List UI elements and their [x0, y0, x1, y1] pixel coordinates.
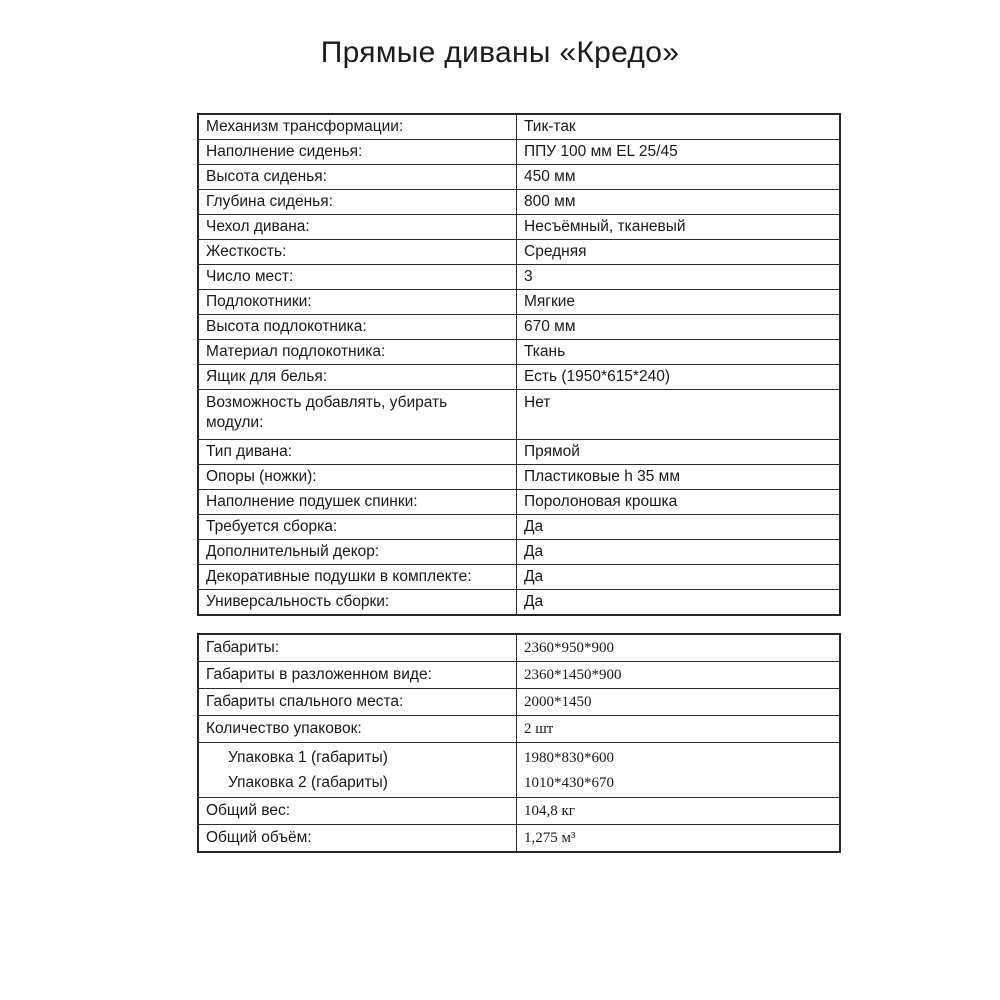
spec-label: [199, 165, 517, 189]
spec-label-text: Опоры (ножки):: [206, 468, 317, 485]
table-row: [199, 635, 839, 661]
package-1-value: 1980*830*600: [524, 749, 614, 766]
table-row: [199, 824, 839, 851]
page-title: Прямые диваны «Кредо»: [320, 36, 680, 69]
spec-label-text: Дополнительный декор:: [206, 543, 380, 560]
spec-value-text: Да: [524, 543, 544, 560]
spec-label-text: Высота подлокотника:: [206, 318, 367, 335]
spec-label-text: Глубина сиденья:: [206, 193, 333, 210]
spec-label: [199, 140, 517, 164]
spec-value: [517, 290, 839, 314]
spec-value-text: Средняя: [524, 243, 587, 260]
spec-label-text: Механизм трансформации:: [206, 118, 404, 135]
spec-value: [517, 340, 839, 364]
spec-value-text: Да: [524, 593, 544, 610]
spec-value: [517, 490, 839, 514]
dims-label-text: Количество упаковок:: [206, 720, 362, 737]
spec-value: [517, 265, 839, 289]
spec-value: [517, 215, 839, 239]
spec-label-text: Жесткость:: [206, 243, 287, 260]
dims-label-text: Габариты в разложенном виде:: [206, 666, 432, 683]
spec-table: [197, 113, 841, 616]
spec-label-text: Требуется сборка:: [206, 518, 338, 535]
table-row: [199, 214, 839, 239]
spec-value-text: Пластиковые h 35 мм: [524, 468, 680, 485]
spec-value: [517, 115, 839, 139]
spec-label: [199, 340, 517, 364]
dims-value: [517, 662, 839, 688]
spec-label: [199, 540, 517, 564]
spec-label: [199, 590, 517, 614]
spec-label: [199, 115, 517, 139]
spec-label: [199, 515, 517, 539]
spec-label-text: Декоративные подушки в комплекте:: [206, 568, 472, 585]
packages-values: [517, 743, 839, 797]
spec-value: [517, 565, 839, 589]
spec-label-text: Подлокотники:: [206, 293, 312, 310]
dims-value-text: 2000*1450: [524, 694, 592, 710]
spec-value-text: ППУ 100 мм EL 25/45: [524, 143, 678, 160]
spec-label-text: Чехол дивана:: [206, 218, 310, 235]
package-2-label: Упаковка 2 (габариты): [228, 773, 388, 791]
packages-labels: [199, 743, 517, 797]
table-row: [199, 264, 839, 289]
table-row: [199, 797, 839, 824]
spec-value-text: Прямой: [524, 443, 580, 460]
spec-value: [517, 540, 839, 564]
dims-label: [199, 689, 517, 715]
table-row: [199, 389, 839, 439]
dims-label: [199, 825, 517, 851]
table-row: [199, 715, 839, 742]
spec-label-text: Возможность добавлять, убирать модули:: [206, 394, 448, 431]
table-row: [199, 239, 839, 264]
dims-value-text: 104,8 кг: [524, 803, 575, 819]
table-row: [199, 289, 839, 314]
table-row: [199, 115, 839, 139]
spec-label: [199, 190, 517, 214]
spec-label: [199, 440, 517, 464]
table-row: [199, 589, 839, 614]
spec-label-text: Универсальность сборки:: [206, 593, 390, 610]
spec-label-text: Ящик для белья:: [206, 368, 328, 385]
spec-value: [517, 190, 839, 214]
spec-label-text: Наполнение сиденья:: [206, 143, 363, 160]
spec-value: [517, 465, 839, 489]
spec-value-text: Тик-так: [524, 118, 576, 135]
dims-value-text: 2 шт: [524, 721, 554, 737]
dims-label-text: Габариты:: [206, 639, 280, 656]
dims-value: [517, 716, 839, 742]
dims-value-text: 2360*950*900: [524, 640, 614, 656]
spec-value: [517, 240, 839, 264]
spec-value: [517, 165, 839, 189]
spec-label-text: Наполнение подушек спинки:: [206, 493, 418, 510]
table-row: [199, 164, 839, 189]
dims-label-text: Общий объём:: [206, 829, 312, 846]
packages-row: [199, 742, 839, 797]
spec-label-text: Высота сиденья:: [206, 168, 327, 185]
spec-value-text: 3: [524, 268, 533, 285]
table-row: [199, 139, 839, 164]
spec-label: [199, 365, 517, 389]
dims-label: [199, 716, 517, 742]
spec-value-text: Да: [524, 568, 544, 585]
table-row: [199, 489, 839, 514]
dims-value: [517, 689, 839, 715]
spec-label: [199, 215, 517, 239]
spec-label-text: Материал подлокотника:: [206, 343, 386, 360]
table-row: [199, 539, 839, 564]
dims-label-text: Габариты спального места:: [206, 693, 404, 710]
dims-value: [517, 825, 839, 851]
spec-value: [517, 315, 839, 339]
table-row: [199, 514, 839, 539]
spec-value-text: Нет: [524, 394, 551, 411]
dims-label: [199, 635, 517, 661]
spec-value-text: 670 мм: [524, 318, 576, 335]
table-row: [199, 688, 839, 715]
spec-label-text: Число мест:: [206, 268, 294, 285]
spec-value-text: Есть (1950*615*240): [524, 368, 670, 385]
spec-value-text: Ткань: [524, 343, 566, 360]
dims-value: [517, 798, 839, 824]
spec-label: [199, 390, 517, 439]
table-row: [199, 189, 839, 214]
spec-label: [199, 265, 517, 289]
spec-label: [199, 290, 517, 314]
spec-value: [517, 390, 839, 439]
dims-label: [199, 662, 517, 688]
spec-value: [517, 140, 839, 164]
table-row: [199, 339, 839, 364]
table-row: [199, 364, 839, 389]
dims-label-text: Общий вес:: [206, 802, 291, 819]
table-row: [199, 661, 839, 688]
spec-value-text: 450 мм: [524, 168, 576, 185]
table-row: [199, 464, 839, 489]
spec-label: [199, 465, 517, 489]
package-2-value: 1010*430*670: [524, 774, 614, 791]
spec-value-text: Поролоновая крошка: [524, 493, 678, 510]
spec-label: [199, 565, 517, 589]
spec-label: [199, 315, 517, 339]
dims-label: [199, 798, 517, 824]
dimensions-table: [197, 633, 841, 853]
spec-value-text: Мягкие: [524, 293, 576, 310]
spec-label: [199, 240, 517, 264]
spec-value: [517, 365, 839, 389]
table-row: [199, 564, 839, 589]
dims-value-text: 2360*1450*900: [524, 667, 622, 683]
spec-value: [517, 515, 839, 539]
spec-value: [517, 590, 839, 614]
spec-value-text: Несъёмный, тканевый: [524, 218, 686, 235]
package-1-label: Упаковка 1 (габариты): [228, 748, 388, 766]
spec-value-text: 800 мм: [524, 193, 576, 210]
dims-value-text: 1,275 м³: [524, 830, 576, 846]
spec-value-text: Да: [524, 518, 544, 535]
spec-label: [199, 490, 517, 514]
dims-value: [517, 635, 839, 661]
spec-label-text: Тип дивана:: [206, 443, 293, 460]
table-row: [199, 314, 839, 339]
table-row: [199, 439, 839, 464]
spec-value: [517, 440, 839, 464]
